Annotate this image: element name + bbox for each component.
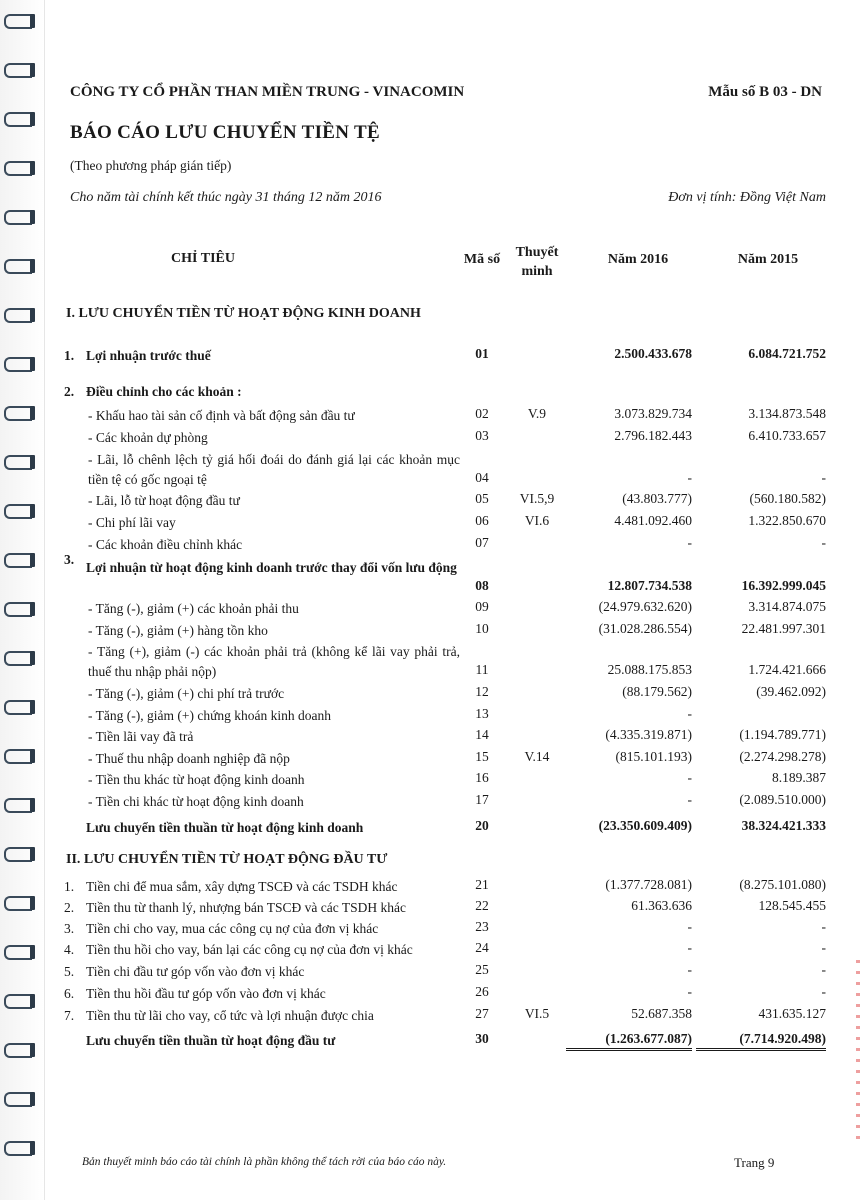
- binding-ring: [4, 700, 38, 713]
- row-code: 11: [475, 662, 489, 677]
- column-header-indicator: CHỈ TIÊU: [171, 251, 235, 266]
- row-code: 14: [475, 727, 489, 742]
- column-header-2016: Năm 2016: [607, 252, 669, 267]
- row-value-2015: 22.481.997.301: [741, 621, 826, 636]
- binding-ring: [4, 308, 38, 321]
- row-value-2015: 3.314.874.075: [748, 599, 826, 614]
- row-value-2016: 25.088.175.853: [607, 662, 692, 677]
- row-label: Tiền thu từ lãi cho vay, cổ tức và lợi nhuận được chia: [86, 1008, 374, 1023]
- row-value-2016: -: [687, 706, 692, 721]
- page-number: Trang 9: [734, 1155, 775, 1170]
- column-header-2015: Năm 2015: [737, 252, 799, 267]
- row-code: 04: [475, 470, 489, 485]
- row-label: Điều chỉnh cho các khoản :: [86, 384, 242, 399]
- report-method: (Theo phương pháp gián tiếp): [70, 158, 232, 173]
- binding-ring: [4, 14, 38, 27]
- row-label: Tiền chi để mua sắm, xây dựng TSCĐ và các TSDH khác: [86, 879, 398, 894]
- section-operating-title: I. LƯU CHUYỂN TIỀN TỪ HOẠT ĐỘNG KINH DOANH: [66, 306, 421, 321]
- row-value-2015: -: [821, 470, 826, 485]
- row-value-2015: 128.545.455: [758, 898, 826, 913]
- row-value-2015: -: [821, 940, 826, 955]
- row-code: 06: [475, 513, 489, 528]
- row-label: - Các khoản dự phòng: [88, 430, 208, 445]
- row-label: Lưu chuyển tiền thuần từ hoạt động đầu tư: [86, 1033, 336, 1048]
- row-label: Tiền chi đầu tư góp vốn vào đơn vị khác: [86, 964, 305, 979]
- row-value-2016: (31.028.286.554): [598, 621, 692, 636]
- binding-ring: [4, 455, 38, 468]
- row-value-2016: (815.101.193): [615, 749, 692, 764]
- binding-ring: [4, 994, 38, 1007]
- row-label: - Các khoản điều chỉnh khác: [88, 537, 243, 552]
- row-code: 27: [475, 1006, 489, 1021]
- row-code: 30: [475, 1031, 489, 1046]
- row-value-2015: (1.194.789.771): [739, 727, 826, 742]
- row-number: 2.: [64, 900, 75, 915]
- row-code: 26: [475, 984, 489, 999]
- row-value-2016: (1.377.728.081): [605, 877, 692, 892]
- row-value-2015: (39.462.092): [756, 684, 826, 699]
- row-note: VI.5: [524, 1006, 550, 1021]
- row-value-2016: (43.803.777): [622, 491, 692, 506]
- binding-ring: [4, 945, 38, 958]
- row-code: 20: [475, 818, 489, 833]
- binding-ring: [4, 504, 38, 517]
- row-code: 24: [475, 940, 489, 955]
- row-code: 21: [475, 877, 489, 892]
- row-label: - Lãi, lỗ chênh lệch tỷ giá hối đoái do đánh giá lại các khoản mục tiền tệ có gốc ngoại tệ: [88, 452, 460, 487]
- row-code: 17: [475, 792, 489, 807]
- row-number: 2.: [64, 384, 75, 399]
- row-label: Tiền thu từ thanh lý, nhượng bán TSCĐ và các TSDH khác: [86, 900, 406, 915]
- row-number: 3.: [64, 921, 75, 936]
- binding-ring: [4, 798, 38, 811]
- row-number: 1.: [64, 879, 75, 894]
- row-note: V.14: [524, 749, 550, 764]
- binding-ring: [4, 553, 38, 566]
- row-code: 10: [475, 621, 489, 636]
- row-value-2015: 8.189.387: [772, 770, 826, 785]
- report-period: Cho năm tài chính kết thúc ngày 31 tháng 12 năm 2016: [70, 190, 382, 205]
- row-code: 15: [475, 749, 489, 764]
- row-value-2015: 6.410.733.657: [748, 428, 826, 443]
- binding-ring: [4, 847, 38, 860]
- row-value-2015: 38.324.421.333: [741, 818, 826, 833]
- row-value-2015: (2.274.298.278): [739, 749, 826, 764]
- row-number: 3.: [64, 552, 75, 567]
- footer-note: Bản thuyết minh báo cáo tài chính là phần không thể tách rời của báo cáo này.: [82, 1156, 447, 1168]
- column-header-code: Mã số: [463, 252, 501, 267]
- row-code: 12: [475, 684, 489, 699]
- currency-unit: Đơn vị tính: Đồng Việt Nam: [668, 190, 826, 205]
- row-number: 5.: [64, 964, 75, 979]
- row-label: - Tăng (-), giảm (+) hàng tồn kho: [88, 623, 268, 638]
- row-label: Tiền chi cho vay, mua các công cụ nợ của đơn vị khác: [86, 921, 379, 936]
- row-value-2016: -: [687, 919, 692, 934]
- row-label: - Tiền chi khác từ hoạt động kinh doanh: [88, 794, 304, 809]
- row-label: - Thuế thu nhập doanh nghiệp đã nộp: [88, 751, 290, 766]
- row-value-2015: 16.392.999.045: [741, 578, 826, 593]
- binding-ring: [4, 1043, 38, 1056]
- row-value-2015: -: [821, 984, 826, 999]
- binding-ring: [4, 112, 38, 125]
- row-label: - Tăng (-), giảm (+) chi phí trả trước: [88, 686, 285, 701]
- row-code: 25: [475, 962, 489, 977]
- row-label: - Khấu hao tài sản cố định và bất động sản đầu tư: [88, 408, 355, 423]
- binding-ring: [4, 602, 38, 615]
- row-label: - Tiền thu khác từ hoạt động kinh doanh: [88, 772, 305, 787]
- row-value-2016: -: [687, 535, 692, 550]
- form-number: Mẫu số B 03 - DN: [708, 84, 822, 100]
- row-value-2015: 1.724.421.666: [748, 662, 826, 677]
- row-value-2016: (1.263.677.087): [566, 1031, 692, 1051]
- row-value-2016: -: [687, 792, 692, 807]
- row-label: - Tăng (-), giảm (+) các khoản phải thu: [88, 601, 299, 616]
- row-value-2015: (2.089.510.000): [739, 792, 826, 807]
- row-value-2015: -: [821, 962, 826, 977]
- row-value-2016: 2.500.433.678: [614, 346, 692, 361]
- row-code: 23: [475, 919, 489, 934]
- row-note: V.9: [527, 406, 547, 421]
- row-value-2016: (88.179.562): [622, 684, 692, 699]
- row-label: Lợi nhuận từ hoạt động kinh doanh trước thay đổi vốn lưu động: [86, 560, 457, 575]
- row-value-2015: (7.714.920.498): [696, 1031, 826, 1051]
- row-value-2016: (23.350.609.409): [598, 818, 692, 833]
- row-value-2015: 6.084.721.752: [748, 346, 826, 361]
- row-value-2016: -: [687, 940, 692, 955]
- binding-ring: [4, 749, 38, 762]
- row-note: VI.6: [524, 513, 550, 528]
- row-code: 03: [475, 428, 489, 443]
- row-label: - Chi phí lãi vay: [88, 515, 176, 530]
- row-number: 7.: [64, 1008, 75, 1023]
- column-header-note: Thuyết minh: [515, 245, 559, 279]
- row-value-2016: 52.687.358: [631, 1006, 692, 1021]
- row-value-2015: 1.322.850.670: [748, 513, 826, 528]
- row-number: 4.: [64, 942, 75, 957]
- row-code: 13: [475, 706, 489, 721]
- row-label: - Tiền lãi vay đã trả: [88, 729, 194, 744]
- binding-ring: [4, 651, 38, 664]
- edge-marks: [856, 960, 860, 1140]
- row-label: Tiền thu hồi đầu tư góp vốn vào đơn vị khác: [86, 986, 326, 1001]
- row-value-2016: 3.073.829.734: [614, 406, 692, 421]
- row-label: - Tăng (+), giảm (-) các khoản phải trả (không kể lãi vay phải trả, thuế thu nhập phải nộp): [88, 644, 460, 679]
- section-investing-title: II. LƯU CHUYỂN TIỀN TỪ HOẠT ĐỘNG ĐẦU TƯ: [66, 852, 388, 867]
- row-number: 1.: [64, 348, 75, 363]
- binding-ring: [4, 259, 38, 272]
- row-code: 16: [475, 770, 489, 785]
- binding-ring: [4, 63, 38, 76]
- binding-ring: [4, 161, 38, 174]
- row-value-2016: -: [687, 984, 692, 999]
- binding-ring: [4, 357, 38, 370]
- row-code: 02: [475, 406, 489, 421]
- row-value-2015: -: [821, 919, 826, 934]
- row-value-2016: 4.481.092.460: [614, 513, 692, 528]
- binding-ring: [4, 896, 38, 909]
- row-code: 09: [475, 599, 489, 614]
- row-note: VI.5,9: [519, 491, 555, 506]
- row-code: 01: [475, 346, 489, 361]
- row-value-2016: -: [687, 470, 692, 485]
- row-value-2015: -: [821, 535, 826, 550]
- row-number: 6.: [64, 986, 75, 1001]
- binding-ring: [4, 1141, 38, 1154]
- row-label: Lưu chuyển tiền thuần từ hoạt động kinh doanh: [86, 820, 364, 835]
- row-value-2015: 3.134.873.548: [748, 406, 826, 421]
- spiral-binding: [0, 0, 45, 1200]
- row-value-2015: (560.180.582): [749, 491, 826, 506]
- row-label: Lợi nhuận trước thuế: [86, 348, 211, 363]
- row-value-2015: 431.635.127: [758, 1006, 826, 1021]
- row-label: - Tăng (-), giảm (+) chứng khoán kinh doanh: [88, 708, 331, 723]
- company-name: CÔNG TY CỔ PHẦN THAN MIỀN TRUNG - VINACOMIN: [70, 84, 465, 100]
- row-value-2016: -: [687, 770, 692, 785]
- row-value-2016: -: [687, 962, 692, 977]
- row-value-2016: 61.363.636: [631, 898, 692, 913]
- row-code: 22: [475, 898, 489, 913]
- binding-ring: [4, 406, 38, 419]
- row-value-2016: (24.979.632.620): [598, 599, 692, 614]
- row-value-2016: 12.807.734.538: [607, 578, 692, 593]
- binding-ring: [4, 210, 38, 223]
- row-code: 07: [475, 535, 489, 550]
- row-code: 05: [475, 491, 489, 506]
- row-label: - Lãi, lỗ từ hoạt động đầu tư: [88, 493, 240, 508]
- row-code: 08: [475, 578, 489, 593]
- row-value-2016: 2.796.182.443: [614, 428, 692, 443]
- report-title: BÁO CÁO LƯU CHUYỂN TIỀN TỆ: [70, 122, 380, 143]
- row-value-2016: (4.335.319.871): [605, 727, 692, 742]
- row-label: Tiền thu hồi cho vay, bán lại các công cụ nợ của đơn vị khác: [86, 942, 413, 957]
- binding-ring: [4, 1092, 38, 1105]
- row-value-2015: (8.275.101.080): [739, 877, 826, 892]
